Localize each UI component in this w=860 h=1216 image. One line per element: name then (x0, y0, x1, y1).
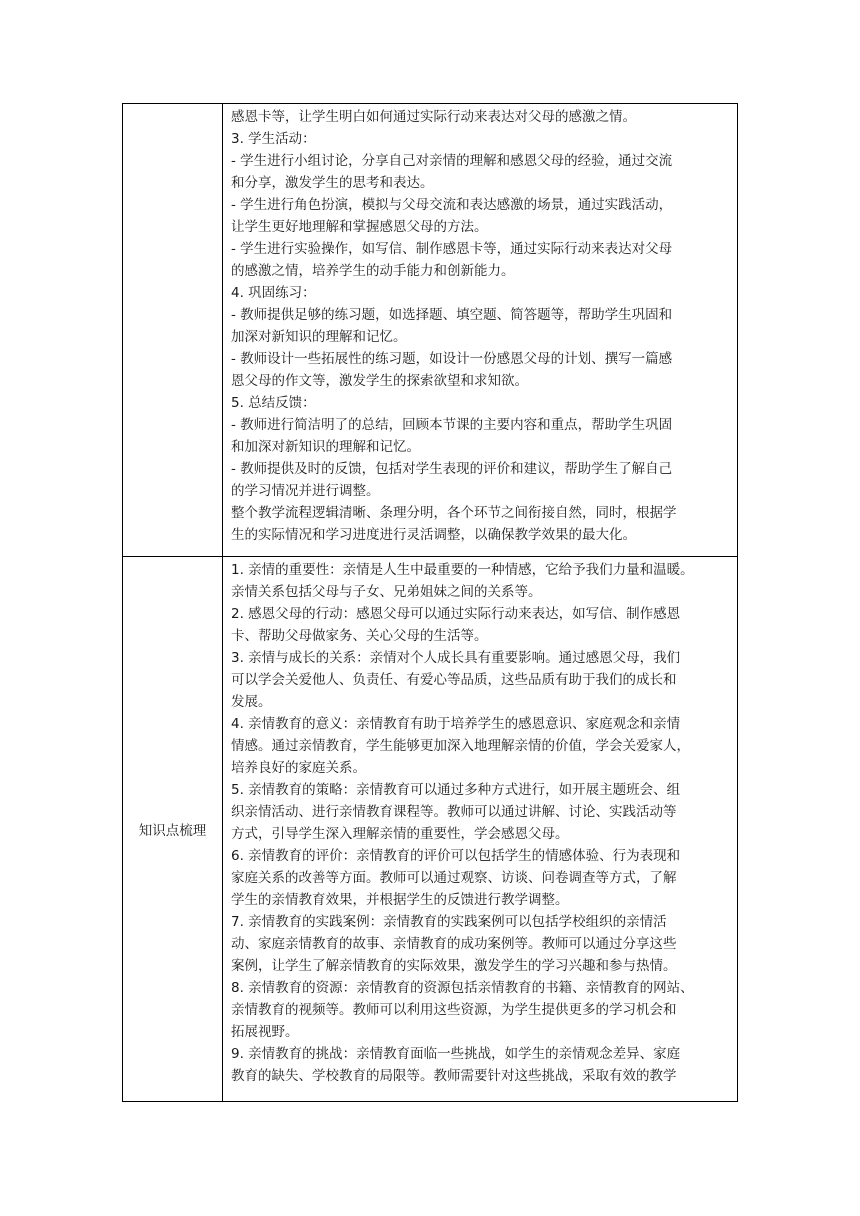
lesson-plan-table (122, 103, 738, 1102)
text-line: 动、家庭亲情教育的故事、亲情教育的成功案例等。教师可以通过分享这些 (231, 936, 677, 952)
row-label-cell (123, 557, 223, 1102)
text-line: 4. 巩固练习： (231, 285, 316, 301)
text-line: - 学生进行实验操作，如写信、制作感恩卡等，通过实际行动来表达对父母 (231, 241, 673, 257)
text-line: 整个教学流程逻辑清晰、条理分明，各个环节之间衔接自然，同时，根据学 (231, 505, 677, 521)
text-line: - 学生进行小组讨论，分享自己对亲情的理解和感恩父母的经验，通过交流 (231, 153, 673, 169)
text-line: 织亲情活动、进行亲情教育课程等。教师可以通过讲解、讨论、实践活动等 (231, 804, 677, 820)
text-line: 8. 亲情教育的资源：亲情教育的资源包括亲情教育的书籍、亲情教育的网站、 (231, 980, 694, 996)
text-line: - 教师设计一些拓展性的练习题，如设计一份感恩父母的计划、撰写一篇感 (231, 351, 673, 367)
text-line: 卡、帮助父母做家务、关心父母的生活等。 (231, 628, 488, 644)
text-line: 7. 亲情教育的实践案例：亲情教育的实践案例可以包括学校组织的亲情活 (231, 914, 667, 930)
text-line: 感恩卡等，让学生明白如何通过实际行动来表达对父母的感激之情。 (231, 109, 636, 125)
text-line: 和加深对新知识的理解和记忆。 (231, 439, 420, 455)
text-line: 5. 总结反馈： (231, 395, 316, 411)
text-line: 可以学会关爱他人、负责任、有爱心等品质，这些品质有助于我们的成长和 (231, 672, 677, 688)
text-line: 恩父母的作文等，激发学生的探索欲望和求知欲。 (231, 373, 528, 389)
text-line: - 教师提供及时的反馈，包括对学生表现的评价和建议，帮助学生了解自己 (231, 461, 673, 477)
text-line: 亲情教育的视频等。教师可以利用这些资源，为学生提供更多的学习机会和 (231, 1002, 677, 1018)
text-line: 发展。 (231, 694, 272, 710)
text-line: 4. 亲情教育的意义：亲情教育有助于培养学生的感恩意识、家庭观念和亲情 (231, 716, 681, 732)
text-line: 情感。通过亲情教育，学生能够更加深入地理解亲情的价值，学会关爱家人， (231, 738, 690, 754)
text-line: 让学生更好地理解和掌握感恩父母的方法。 (231, 219, 488, 235)
row-label-cell (123, 104, 223, 557)
row-content-cell (223, 104, 738, 557)
row-content-cell (223, 557, 738, 1102)
text-line: 3. 亲情与成长的关系：亲情对个人成长具有重要影响。通过感恩父母，我们 (231, 650, 681, 666)
text-line: 加深对新知识的理解和记忆。 (231, 329, 407, 345)
text-line: 6. 亲情教育的评价：亲情教育的评价可以包括学生的情感体验、行为表现和 (231, 848, 681, 864)
text-line: 拓展视野。 (231, 1024, 299, 1040)
text-line: 亲情关系包括父母与子女、兄弟姐妹之间的关系等。 (231, 584, 542, 600)
text-line: - 学生进行角色扮演，模拟与父母交流和表达感激的场景，通过实践活动， (231, 197, 673, 213)
text-line: 2. 感恩父母的行动：感恩父母可以通过实际行动来表达，如写信、制作感恩 (231, 606, 681, 622)
row-label: 知识点梳理 (138, 823, 207, 839)
text-line: - 教师提供足够的练习题，如选择题、填空题、简答题等，帮助学生巩固和 (231, 307, 673, 323)
text-line: 家庭关系的改善等方面。教师可以通过观察、访谈、问卷调查等方式，了解 (231, 870, 677, 886)
text-line: 生的实际情况和学习进度进行灵活调整，以确保教学效果的最大化。 (231, 527, 636, 543)
text-line: 1. 亲情的重要性：亲情是人生中最重要的一种情感，它给予我们力量和温暖。 (231, 562, 694, 578)
text-line: 5. 亲情教育的策略：亲情教育可以通过多种方式进行，如开展主题班会、组 (231, 782, 681, 798)
text-line: 3. 学生活动： (231, 131, 316, 147)
text-line: 教育的缺失、学校教育的局限等。教师需要针对这些挑战，采取有效的教学 (231, 1068, 677, 1084)
text-line: 学生的亲情教育效果，并根据学生的反馈进行教学调整。 (231, 892, 569, 908)
text-line: 的感激之情，培养学生的动手能力和创新能力。 (231, 263, 515, 279)
table-body (123, 104, 738, 1102)
text-line: - 教师进行简洁明了的总结，回顾本节课的主要内容和重点，帮助学生巩固 (231, 417, 673, 433)
text-line: 9. 亲情教育的挑战：亲情教育面临一些挑战，如学生的亲情观念差异、家庭 (231, 1046, 681, 1062)
text-line: 培养良好的家庭关系。 (231, 760, 366, 776)
table-row-knowledge-summary (123, 557, 738, 1102)
text-line: 方式，引导学生深入理解亲情的重要性，学会感恩父母。 (231, 826, 569, 842)
text-line: 和分享，激发学生的思考和表达。 (231, 175, 434, 191)
table-row-teaching-process (123, 104, 738, 557)
text-line: 的学习情况并进行调整。 (231, 483, 380, 499)
text-line: 案例，让学生了解亲情教育的实际效果，激发学生的学习兴趣和参与热情。 (231, 958, 677, 974)
